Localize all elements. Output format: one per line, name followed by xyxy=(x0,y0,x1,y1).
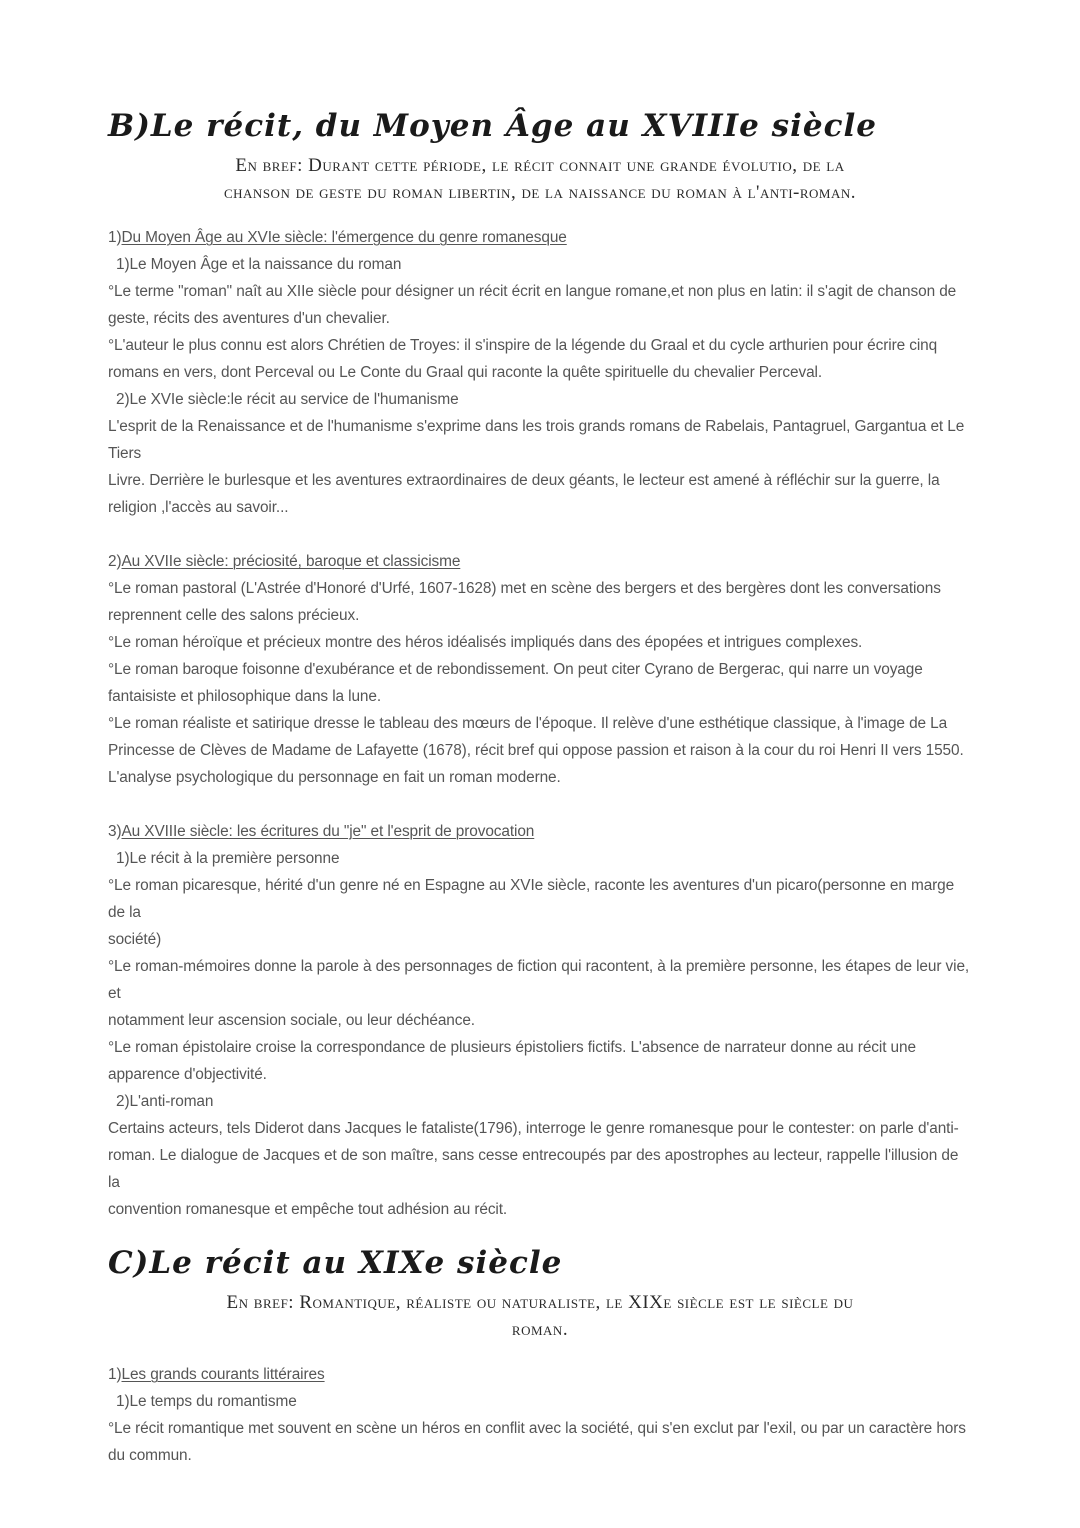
section-c-summary xyxy=(108,1289,972,1343)
section-b-title: B)Le récit, du Moyen Âge au XVIIIe siècle xyxy=(108,108,877,144)
part-1-number: 1) xyxy=(108,229,122,246)
paragraph-line: °Le terme "roman" naît au XIIe siècle pour désigner un récit écrit en langue romane,et non plus en latin: il s'agit de chanson de xyxy=(108,283,957,300)
paragraph-line: L'analyse psychologique du personnage en fait un roman moderne. xyxy=(108,769,561,786)
section-c-body xyxy=(108,1361,972,1469)
paragraph-line: °Le roman pastoral (L'Astrée d'Honoré d'Urfé, 1607-1628) met en scène des bergers et des bergères dont les conversations xyxy=(108,580,941,597)
paragraph-line: roman. Le dialogue de Jacques et de son maître, sans cesse entrecoupés par des apostrophes au lecteur, rappelle l'illusion de la xyxy=(108,1147,959,1191)
paragraph-line: reprennent celle des salons précieux. xyxy=(108,607,360,624)
paragraph-line: °L'auteur le plus connu est alors Chrétien de Troyes: il s'inspire de la légende du Graal et du cycle arthurien pour écrire cinq xyxy=(108,337,938,354)
part-1-sub-2: 2)Le XVIe siècle:le récit au service de l'humanisme xyxy=(116,391,459,408)
paragraph-line: Livre. Derrière le burlesque et les aventures extraordinaires de deux géants, le lecteur est amené à réfléchir sur la guerre, la xyxy=(108,472,940,489)
paragraph-line: fantaisiste et philosophique dans la lune. xyxy=(108,688,382,705)
part-3-sub-2: 2)L'anti-roman xyxy=(116,1093,214,1110)
section-b-summary-line-2: chanson de geste du roman libertin, de la naissance du roman à l'anti-roman. xyxy=(223,182,857,203)
part-2-number: 2) xyxy=(108,553,122,570)
section-b-body xyxy=(108,224,972,1223)
paragraph-line: société) xyxy=(108,931,162,948)
part-3-heading xyxy=(108,818,972,845)
part-3-sub-1: 1)Le récit à la première personne xyxy=(116,850,340,867)
section-c-summary-line-2: roman. xyxy=(511,1319,569,1340)
paragraph-line: convention romanesque et empêche tout adhésion au récit. xyxy=(108,1201,508,1218)
paragraph-line: °Le roman réaliste et satirique dresse le tableau des mœurs de l'époque. Il relève d'une esthétique classique, à l'image de La xyxy=(108,715,948,732)
part-1-heading-text: Du Moyen Âge au XVIe siècle: l'émergence du genre romanesque xyxy=(121,229,567,246)
part-2-heading-text: Au XVIIe siècle: préciosité, baroque et classicisme xyxy=(121,553,461,570)
section-c-summary-line-1: En bref: Romantique, réaliste ou naturaliste, le XIXe siècle est le siècle du xyxy=(226,1292,854,1313)
section-c-part-1-number: 1) xyxy=(108,1366,122,1383)
section-c-part-1-sub-1: 1)Le temps du romantisme xyxy=(116,1393,297,1410)
spacer xyxy=(108,791,972,818)
part-3-heading-text: Au XVIIIe siècle: les écritures du "je" et l'esprit de provocation xyxy=(121,823,535,840)
paragraph-line: °Le roman-mémoires donne la parole à des personnages de fiction qui racontent, à la première personne, les étapes de leur vie, et xyxy=(108,958,970,1002)
paragraph-line: geste, récits des aventures d'un chevalier. xyxy=(108,310,390,327)
paragraph-line: religion ,l'accès au savoir... xyxy=(108,499,289,516)
paragraph-line: °Le roman héroïque et précieux montre des héros idéalisés impliqués dans des épopées et intrigues complexes. xyxy=(108,634,863,651)
paragraph-line: romans en vers, dont Perceval ou Le Conte du Graal qui raconte la quête spirituelle du chevalier Perceval. xyxy=(108,364,823,381)
part-1-sub-1: 1)Le Moyen Âge et la naissance du roman xyxy=(116,256,402,273)
section-b-summary-line-1: En bref: Durant cette période, le récit connait une grande évolutio, de la xyxy=(235,155,845,176)
section-c-part-1-heading xyxy=(108,1361,972,1388)
paragraph-line: °Le roman baroque foisonne d'exubérance et de rebondissement. On peut citer Cyrano de Bergerac, qui narre un voyage xyxy=(108,661,923,678)
section-c-title: C)Le récit au XIXe siècle xyxy=(108,1245,563,1281)
part-2-heading xyxy=(108,548,972,575)
paragraph-line: Princesse de Clèves de Madame de Lafayette (1678), récit bref qui oppose passion et raison à la cour du roi Henri II vers 1550. xyxy=(108,742,964,759)
paragraph-line: du commun. xyxy=(108,1447,192,1464)
part-1-heading xyxy=(108,224,972,251)
paragraph-line: °Le récit romantique met souvent en scène un héros en conflit avec la société, qui s'en exclut par l'exil, ou par un caractère hors xyxy=(108,1420,966,1437)
paragraph-line: apparence d'objectivité. xyxy=(108,1066,267,1083)
paragraph-line: Certains acteurs, tels Diderot dans Jacques le fataliste(1796), interroge le genre romanesque pour le contester: on parle d'anti- xyxy=(108,1120,959,1137)
part-3-number: 3) xyxy=(108,823,122,840)
spacer xyxy=(108,521,972,548)
section-c-part-1-heading-text: Les grands courants littéraires xyxy=(121,1366,325,1383)
paragraph-line: L'esprit de la Renaissance et de l'humanisme s'exprime dans les trois grands romans de Rabelais, Pantagruel, Gargantua et Le Tiers xyxy=(108,418,965,462)
paragraph-line: °Le roman picaresque, hérité d'un genre né en Espagne au XVIe siècle, raconte les aventures d'un picaro(personne en marge de la xyxy=(108,877,955,921)
section-b-summary xyxy=(108,152,972,206)
paragraph-line: °Le roman épistolaire croise la correspondance de plusieurs épistoliers fictifs. L'absence de narrateur donne au récit une xyxy=(108,1039,916,1056)
paragraph-line: notamment leur ascension sociale, ou leur déchéance. xyxy=(108,1012,475,1029)
